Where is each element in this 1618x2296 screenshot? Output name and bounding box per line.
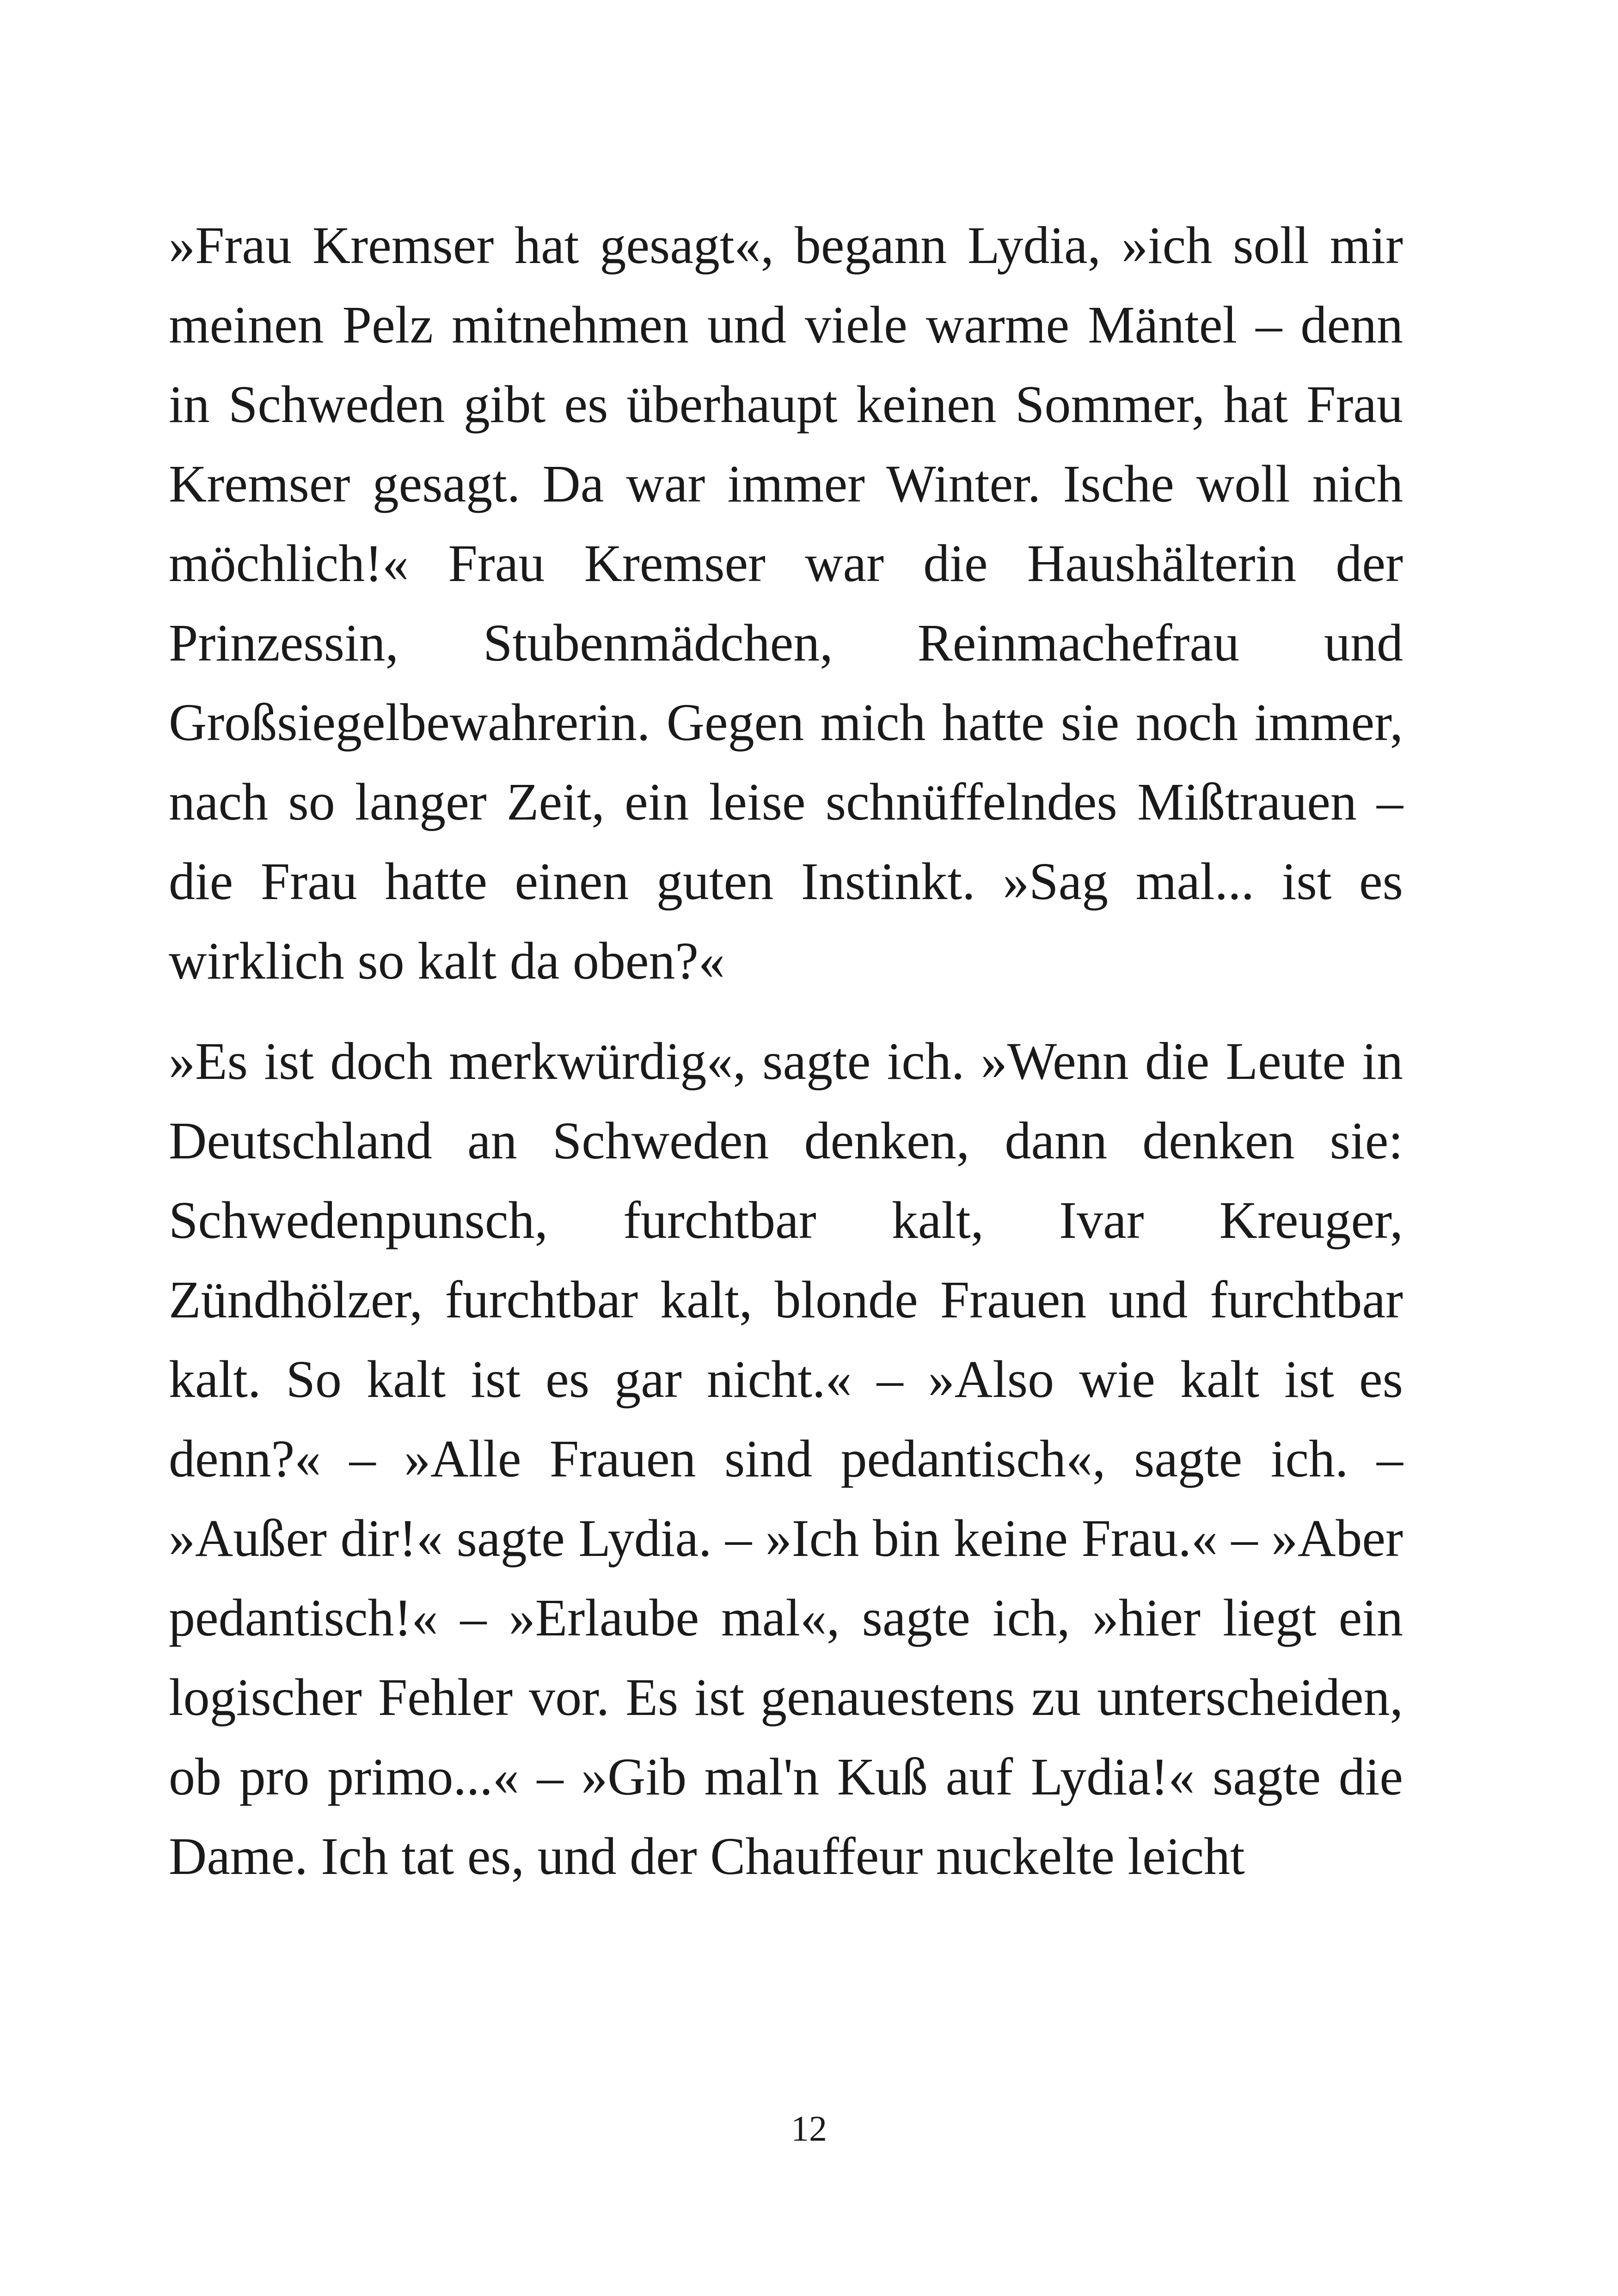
page-number: 12 (791, 2108, 827, 2149)
body-text (169, 206, 1403, 1896)
paragraph-1: »Frau Kremser hat gesagt«, begann Lydia, »ich soll mir meinen Pelz mitnehmen und viele warme Mäntel – denn in Schweden gibt es überhaupt keinen Sommer, hat Frau Kremser gesagt. Da war immer Winter. Ische woll nich möchlich!« Frau Kremser war die Haushälterin der Prinzessin, Stubenmädchen, Reinmachefrau und Großsiegelbewahrerin. Gegen mich hatte sie noch immer, nach so langer Zeit, ein leise schnüffelndes Mißtrauen – die Frau hatte einen guten Instinkt. »Sag mal... ist es wirklich so kalt da oben?« (169, 216, 1403, 990)
paragraph-2: »Es ist doch merkwürdig«, sagte ich. »Wenn die Leute in Deutschland an Schweden denken, dann denken sie: Schwedenpunsch, furchtbar kalt, Ivar Kreuger, Zündhölzer, furchtbar kalt, blonde Frauen und furchtbar kalt. So kalt ist es gar nicht.« – »Also wie kalt ist es denn?« – »Alle Frauen sind pedantisch«, sagte ich. – »Außer dir!« sagte Lydia. – »Ich bin keine Frau.« – »Aber pedantisch!« – »Erlaube mal«, sagte ich, »hier liegt ein logischer Fehler vor. Es ist genauestens zu unterscheiden, ob pro primo...« – »Gib mal'n Kuß auf Lydia!« sagte die Dame. Ich tat es, und der Chauffeur nuckelte leicht (169, 1032, 1403, 1886)
